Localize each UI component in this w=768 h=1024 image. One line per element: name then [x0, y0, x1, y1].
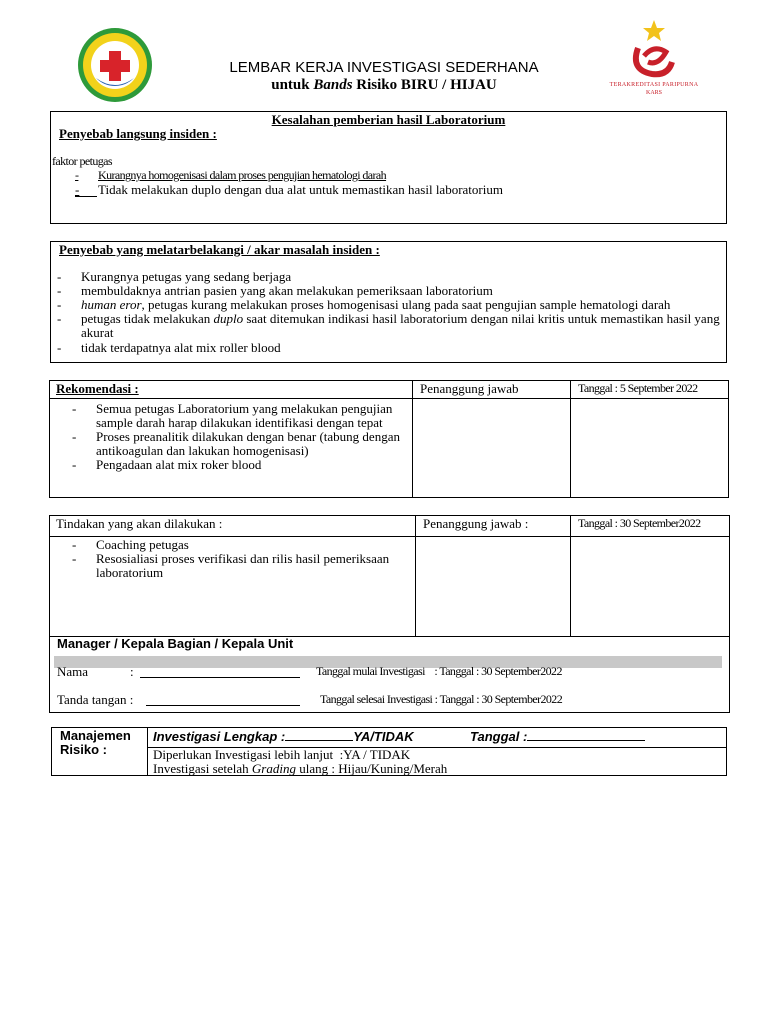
root-cause-item	[81, 298, 670, 312]
document-title: LEMBAR KERJA INVESTIGASI SEDERHANA	[229, 59, 539, 76]
action-pj-label: Penanggung jawab :	[423, 516, 529, 531]
regrading-text: ulang : Hijau/Kuning/Merah	[295, 761, 448, 776]
risk-management-label-cont: Risiko :	[60, 742, 107, 757]
name-input-line[interactable]	[140, 677, 300, 678]
root-cause-item	[81, 312, 720, 326]
root-cause-dash: -	[57, 340, 62, 355]
action-item-cont: laboratorium	[96, 565, 164, 580]
recommendation-item-cont: sample darah harap dilakukan identifikasi dengan tepat	[96, 415, 383, 430]
name-label: Nama	[57, 664, 89, 679]
recommendation-dash: -	[72, 429, 77, 444]
action-item: Coaching petugas	[96, 537, 189, 552]
risk-management-table	[51, 727, 727, 776]
further-investigation: Diperlukan Investigasi lebih lanjut :YA / TIDAK	[153, 747, 411, 762]
risk-date-label	[470, 729, 645, 744]
complete-investigation-text: Investigasi Lengkap :	[153, 729, 286, 744]
subtitle-post: Risiko BIRU / HIJAU	[352, 77, 497, 93]
direct-cause-item-dash: -	[75, 168, 79, 182]
action-label: Tindakan yang akan dilakukan :	[56, 516, 223, 531]
root-cause-item: tidak terdapatnya alat mix roller blood	[81, 340, 281, 355]
accreditation-sub: KARS	[645, 90, 662, 96]
accreditation-logo	[608, 18, 700, 102]
regrading-investigation	[153, 762, 447, 776]
root-cause-box	[50, 241, 727, 363]
complete-investigation-label	[153, 729, 414, 744]
recommendation-table	[49, 380, 729, 498]
recommendation-dash: -	[72, 401, 77, 416]
direct-cause-box	[50, 111, 727, 224]
root-cause-item: Kurangnya petugas yang sedang berjaga	[81, 269, 292, 284]
risk-management-label: Manajemen	[60, 728, 131, 743]
action-item: Resosialiasi proses verifikasi dan rilis hasil pemeriksaan	[96, 551, 390, 566]
recommendation-date: Tanggal : 5 September 2022	[578, 381, 698, 395]
document-subtitle	[180, 77, 588, 94]
recommendation-label: Rekomendasi :	[56, 381, 139, 396]
signature-input-line[interactable]	[146, 705, 300, 706]
root-cause-dash: -	[57, 269, 62, 284]
accreditation-text: TERAKREDITASI PARIPURNA	[609, 82, 699, 88]
direct-cause-item: Tidak melakukan duplo dengan dua alat untuk memastikan hasil laboratorium	[98, 182, 503, 197]
action-table	[49, 515, 730, 713]
name-colon: :	[130, 664, 134, 679]
root-cause-dash: -	[57, 311, 62, 326]
manager-heading: Manager / Kepala Bagian / Kepala Unit	[57, 636, 294, 651]
factor-label: faktor petugas	[52, 154, 112, 168]
recommendation-item: Semua petugas Laboratorium yang melakukan pengujian	[96, 401, 393, 416]
recommendation-item: Proses preanalitik dilakukan dengan benar (tabung dengan	[96, 429, 400, 444]
root-cause-italic: human eror	[81, 297, 142, 312]
direct-cause-item: Kurangnya homogenisasi dalam proses pengujian hematologi darah	[98, 168, 387, 182]
direct-cause-label: Penyebab langsung insiden :	[59, 126, 217, 141]
subtitle-pre: untuk	[271, 77, 314, 93]
start-date: Tanggal mulai Investigasi : Tanggal : 30 September2022	[316, 664, 562, 678]
root-cause-item: membuldaknya antrian pasien yang akan melakukan pemeriksaan laboratorium	[81, 283, 493, 298]
recommendation-dash: -	[72, 457, 77, 472]
action-dash: -	[72, 537, 77, 552]
root-cause-label: Penyebab yang melatarbelakangi / akar masalah insiden :	[59, 242, 380, 257]
recommendation-item-cont: antikoagulan dan lakukan homogenisasi)	[96, 443, 309, 458]
incident-heading: Kesalahan pemberian hasil Laboratorium	[271, 112, 506, 127]
risk-date-text: Tanggal :	[470, 729, 528, 744]
hospital-logo	[76, 26, 154, 104]
end-date: Tanggal selesai Investigasi : Tanggal : 30 September2022	[320, 692, 563, 706]
complete-investigation-value: YA/TIDAK	[353, 729, 414, 744]
recommendation-item: Pengadaan alat mix roker blood	[96, 457, 262, 472]
root-cause-text: saat ditemukan indikasi hasil laboratorium dengan nilai kritis untuk memastikan hasil yang	[243, 311, 720, 326]
root-cause-dash: -	[57, 297, 62, 312]
root-cause-italic: duplo	[213, 311, 244, 326]
direct-cause-item-dash: -	[75, 183, 97, 197]
recommendation-pj-label: Penanggung jawab	[420, 381, 519, 396]
root-cause-text: , petugas kurang melakukan proses homogenisasi ulang pada saat pengujian sample hematologi darah	[141, 297, 671, 312]
regrading-text: Investigasi setelah	[153, 761, 252, 776]
signature-label: Tanda tangan :	[57, 692, 134, 707]
action-dash: -	[72, 551, 77, 566]
root-cause-item-continued: akurat	[81, 325, 114, 340]
root-cause-dash: -	[57, 283, 62, 298]
action-date: Tanggal : 30 September2022	[578, 516, 701, 530]
regrading-italic: Grading	[251, 761, 296, 776]
subtitle-italic: Bands	[313, 77, 353, 93]
root-cause-text: petugas tidak melakukan	[81, 311, 214, 326]
